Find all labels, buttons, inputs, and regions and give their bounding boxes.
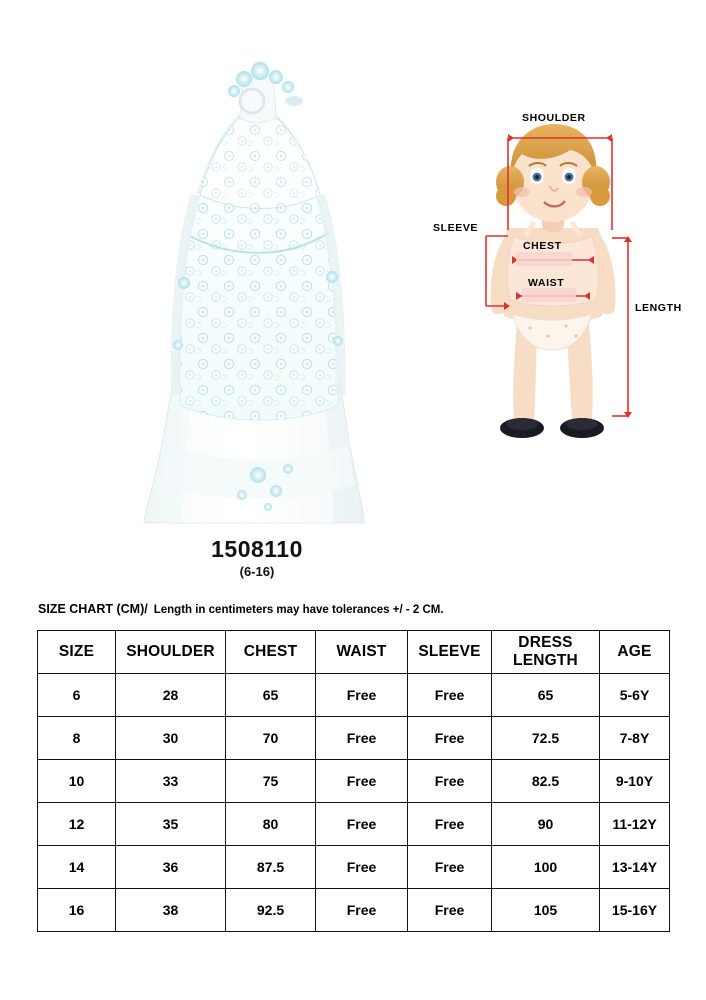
cell-dress-length: 72.5 bbox=[492, 717, 600, 760]
product-image bbox=[92, 45, 422, 535]
cell-dress-length: 90 bbox=[492, 803, 600, 846]
product-size-range: (6-16) bbox=[239, 564, 275, 579]
cell-chest: 75 bbox=[226, 760, 316, 803]
label-sleeve: SLEEVE bbox=[433, 222, 479, 234]
cell-size: 14 bbox=[38, 846, 116, 889]
cell-shoulder: 36 bbox=[116, 846, 226, 889]
cell-chest: 92.5 bbox=[226, 889, 316, 932]
cell-size: 6 bbox=[38, 674, 116, 717]
measurement-diagram bbox=[430, 110, 680, 460]
cell-age: 15-16Y bbox=[600, 889, 670, 932]
cell-sleeve: Free bbox=[408, 760, 492, 803]
cell-dress-length: 65 bbox=[492, 674, 600, 717]
cell-dress-length: 82.5 bbox=[492, 760, 600, 803]
product-code: 1508110 bbox=[211, 536, 303, 562]
label-waist: WAIST bbox=[528, 277, 565, 289]
column-header-age: AGE bbox=[600, 631, 670, 674]
label-shoulder: SHOULDER bbox=[522, 112, 586, 124]
table-header-row bbox=[38, 631, 670, 674]
cell-size: 10 bbox=[38, 760, 116, 803]
column-header-sleeve: SLEEVE bbox=[408, 631, 492, 674]
cell-waist: Free bbox=[316, 846, 408, 889]
cell-size: 12 bbox=[38, 803, 116, 846]
cell-waist: Free bbox=[316, 717, 408, 760]
cell-shoulder: 30 bbox=[116, 717, 226, 760]
cell-sleeve: Free bbox=[408, 674, 492, 717]
column-header-dress-length: DRESS LENGTH bbox=[492, 631, 600, 674]
table-row bbox=[38, 760, 670, 803]
cell-waist: Free bbox=[316, 674, 408, 717]
cell-chest: 65 bbox=[226, 674, 316, 717]
table-row bbox=[38, 846, 670, 889]
cell-size: 8 bbox=[38, 717, 116, 760]
cell-shoulder: 28 bbox=[116, 674, 226, 717]
cell-waist: Free bbox=[316, 803, 408, 846]
cell-age: 7-8Y bbox=[600, 717, 670, 760]
cell-waist: Free bbox=[316, 760, 408, 803]
cell-size: 16 bbox=[38, 889, 116, 932]
cell-shoulder: 33 bbox=[116, 760, 226, 803]
cell-chest: 70 bbox=[226, 717, 316, 760]
cell-shoulder: 38 bbox=[116, 889, 226, 932]
cell-sleeve: Free bbox=[408, 803, 492, 846]
cell-sleeve: Free bbox=[408, 846, 492, 889]
column-header-waist: WAIST bbox=[316, 631, 408, 674]
size-chart-table bbox=[37, 630, 670, 932]
size-chart-note: Length in centimeters may have tolerances +/ - 2 CM. bbox=[153, 604, 444, 616]
cell-age: 13-14Y bbox=[600, 846, 670, 889]
table-row bbox=[38, 717, 670, 760]
size-chart-title: SIZE CHART (CM)/ bbox=[38, 602, 148, 616]
cell-chest: 80 bbox=[226, 803, 316, 846]
cell-sleeve: Free bbox=[408, 717, 492, 760]
label-chest: CHEST bbox=[523, 240, 562, 252]
cell-dress-length: 105 bbox=[492, 889, 600, 932]
table-row bbox=[38, 674, 670, 717]
cell-age: 11-12Y bbox=[600, 803, 670, 846]
cell-age: 5-6Y bbox=[600, 674, 670, 717]
cell-dress-length: 100 bbox=[492, 846, 600, 889]
cell-shoulder: 35 bbox=[116, 803, 226, 846]
column-header-size: SIZE bbox=[38, 631, 116, 674]
cell-chest: 87.5 bbox=[226, 846, 316, 889]
size-chart-heading bbox=[38, 602, 444, 616]
table-row bbox=[38, 803, 670, 846]
table-row bbox=[38, 889, 670, 932]
cell-waist: Free bbox=[316, 889, 408, 932]
label-length: LENGTH bbox=[635, 302, 682, 314]
cell-age: 9-10Y bbox=[600, 760, 670, 803]
column-header-shoulder: SHOULDER bbox=[116, 631, 226, 674]
column-header-chest: CHEST bbox=[226, 631, 316, 674]
cell-sleeve: Free bbox=[408, 889, 492, 932]
